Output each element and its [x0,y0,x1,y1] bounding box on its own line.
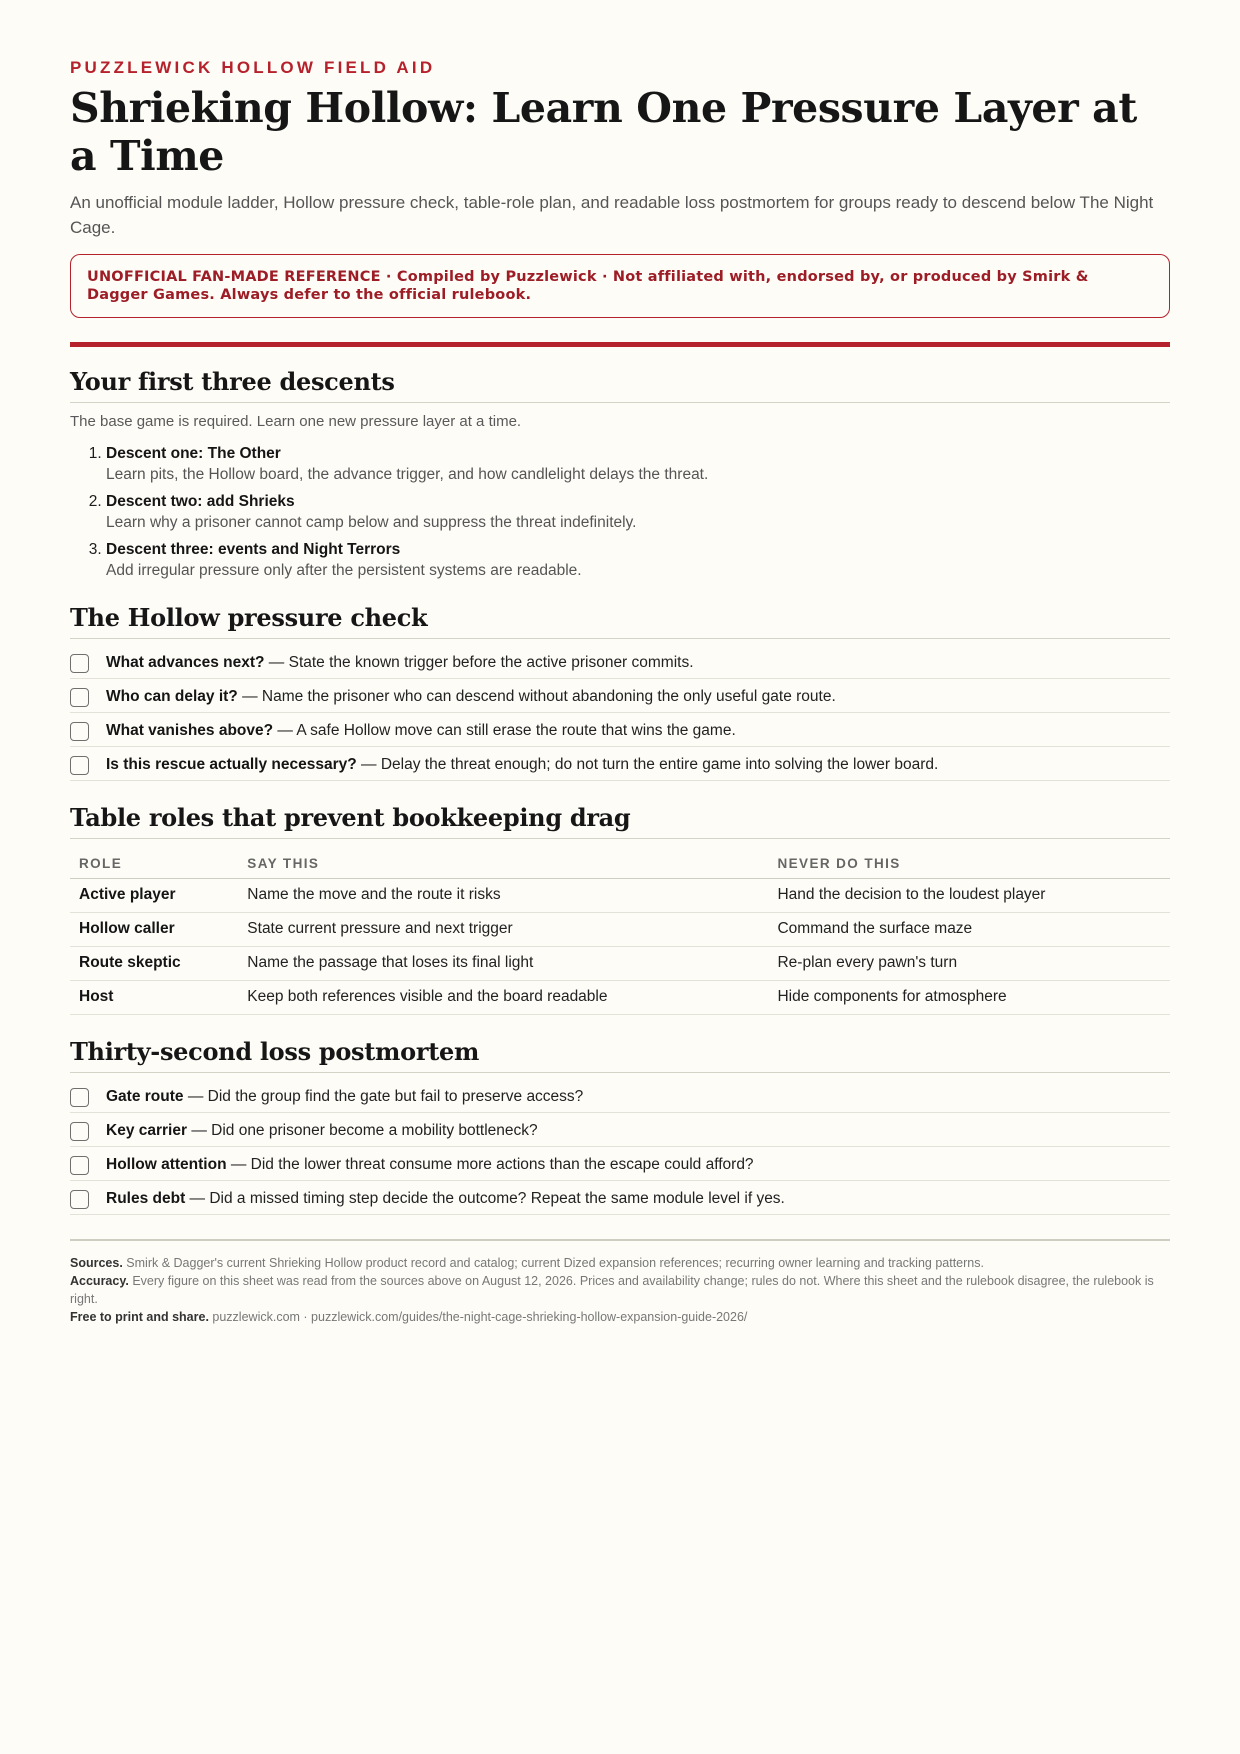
item-label: What advances next? [106,654,265,671]
footer [70,1239,1170,1326]
checklist-item [70,713,1170,747]
column-header: ROLE [70,845,238,879]
table-row [70,879,1170,913]
never-cell: Hand the decision to the loudest player [768,879,1170,913]
descent-title: 2. Descent two: add Shrieks [106,493,295,510]
sources-text: Smirk & Dagger's current Shrieking Hollow product record and catalog; current Dized expansion references; recurring owner learning and tracking patterns. [126,1256,984,1270]
list-item [106,492,1170,533]
item-text: — Did one prisoner become a mobility bottleneck? [187,1122,538,1139]
descents-section [70,367,1170,581]
descent-title: 3. Descent three: events and Night Terrors [106,541,401,558]
section-heading: Your first three descents [70,367,1170,403]
checklist [70,645,1170,781]
role-cell: Active player [70,879,238,913]
field-aid-sheet [70,0,1170,1326]
checklist-item [70,1147,1170,1181]
say-cell: State current pressure and next trigger [238,913,768,947]
checkbox[interactable] [70,756,89,775]
checklist-item [70,1181,1170,1215]
roles-table [70,845,1170,1015]
item-label: Key carrier [106,1122,188,1139]
item-text: — Name the prisoner who can descend without abandoning the only useful gate route. [237,688,836,705]
checklist-item [70,645,1170,679]
say-cell: Name the move and the route it risks [238,879,768,913]
divider [70,342,1170,347]
section-intro: The base game is required. Learn one new pressure layer at a time. [70,413,522,430]
checklist-item [70,1113,1170,1147]
never-cell: Re-plan every pawn's turn [768,947,1170,981]
column-header: SAY THIS [238,845,768,879]
never-cell: Command the surface maze [768,913,1170,947]
item-label: Gate route [106,1088,184,1105]
say-cell: Keep both references visible and the board readable [238,981,768,1015]
lede: An unofficial module ladder, Hollow pressure check, table-role plan, and readable loss postmortem for groups ready to descend below The Night Cage. [70,193,1154,237]
accuracy-label: Accuracy. [70,1274,129,1288]
item-label: What vanishes above? [106,722,274,739]
descent-desc: Learn why a prisoner cannot camp below and suppress the threat indefinitely. [106,514,637,531]
list-item [106,540,1170,581]
accuracy-line [70,1272,1170,1308]
table-row [70,981,1170,1015]
say-cell: Name the passage that loses its final light [238,947,768,981]
list-item [106,444,1170,485]
section-heading: Table roles that prevent bookkeeping drag [70,803,1170,839]
table-row [70,947,1170,981]
checkbox[interactable] [70,688,89,707]
checkbox[interactable] [70,654,89,673]
item-text: — Did the lower threat consume more actions than the escape could afford? [226,1156,754,1173]
roles-section [70,803,1170,1015]
postmortem-section [70,1037,1170,1215]
table-row [70,913,1170,947]
item-text: — State the known trigger before the active prisoner commits. [264,654,694,671]
sources-label: Sources. [70,1256,123,1270]
section-heading: The Hollow pressure check [70,603,1170,639]
never-cell: Hide components for atmosphere [768,981,1170,1015]
accuracy-text: Every figure on this sheet was read from the sources above on August 12, 2026. Prices and availability change; rules do not. Where this sheet and the rulebook disagree, the rulebook is right. [70,1274,1154,1306]
checklist-item [70,747,1170,781]
checkbox[interactable] [70,1122,89,1141]
item-label: Who can delay it? [106,688,238,705]
checklist-item [70,1079,1170,1113]
checkbox[interactable] [70,722,89,741]
checkbox[interactable] [70,1190,89,1209]
column-header: NEVER DO THIS [768,845,1170,879]
descent-desc: Add irregular pressure only after the persistent systems are readable. [106,562,582,579]
descent-title: 1. Descent one: The Other [106,445,281,462]
checklist-item [70,679,1170,713]
table-header-row [70,845,1170,879]
share-link[interactable]: puzzlewick.com · puzzlewick.com/guides/the-night-cage-shrieking-hollow-expansion-guide-2026/ [212,1310,748,1324]
item-text: — Did a missed timing step decide the outcome? Repeat the same module level if yes. [185,1190,785,1207]
section-heading: Thirty-second loss postmortem [70,1037,1170,1073]
role-cell: Host [70,981,238,1015]
disclaimer-box: UNOFFICIAL FAN-MADE REFERENCE · Compiled by Puzzlewick · Not affiliated with, endorsed by, or produced by Smirk & Dagger Games. Always defer to the official rulebook. [70,254,1170,318]
item-text: — Delay the threat enough; do not turn the entire game into solving the lower board. [356,756,939,773]
descent-list [70,444,1170,581]
item-text: — A safe Hollow move can still erase the route that wins the game. [273,722,736,739]
descent-desc: Learn pits, the Hollow board, the advance trigger, and how candlelight delays the threat. [106,466,709,483]
item-text: — Did the group find the gate but fail to preserve access? [183,1088,584,1105]
role-cell: Route skeptic [70,947,238,981]
checkbox[interactable] [70,1156,89,1175]
page-title: Shrieking Hollow: Learn One Pressure Layer at a Time [70,84,1137,180]
item-label: Rules debt [106,1190,186,1207]
share-line [70,1308,1170,1326]
item-label: Hollow attention [106,1156,227,1173]
sources-line [70,1254,1170,1272]
pressure-section [70,603,1170,781]
item-label: Is this rescue actually necessary? [106,756,357,773]
checklist [70,1079,1170,1215]
share-label: Free to print and share. [70,1310,209,1324]
checkbox[interactable] [70,1088,89,1107]
role-cell: Hollow caller [70,913,238,947]
kicker: PUZZLEWICK HOLLOW FIELD AID [70,58,436,77]
